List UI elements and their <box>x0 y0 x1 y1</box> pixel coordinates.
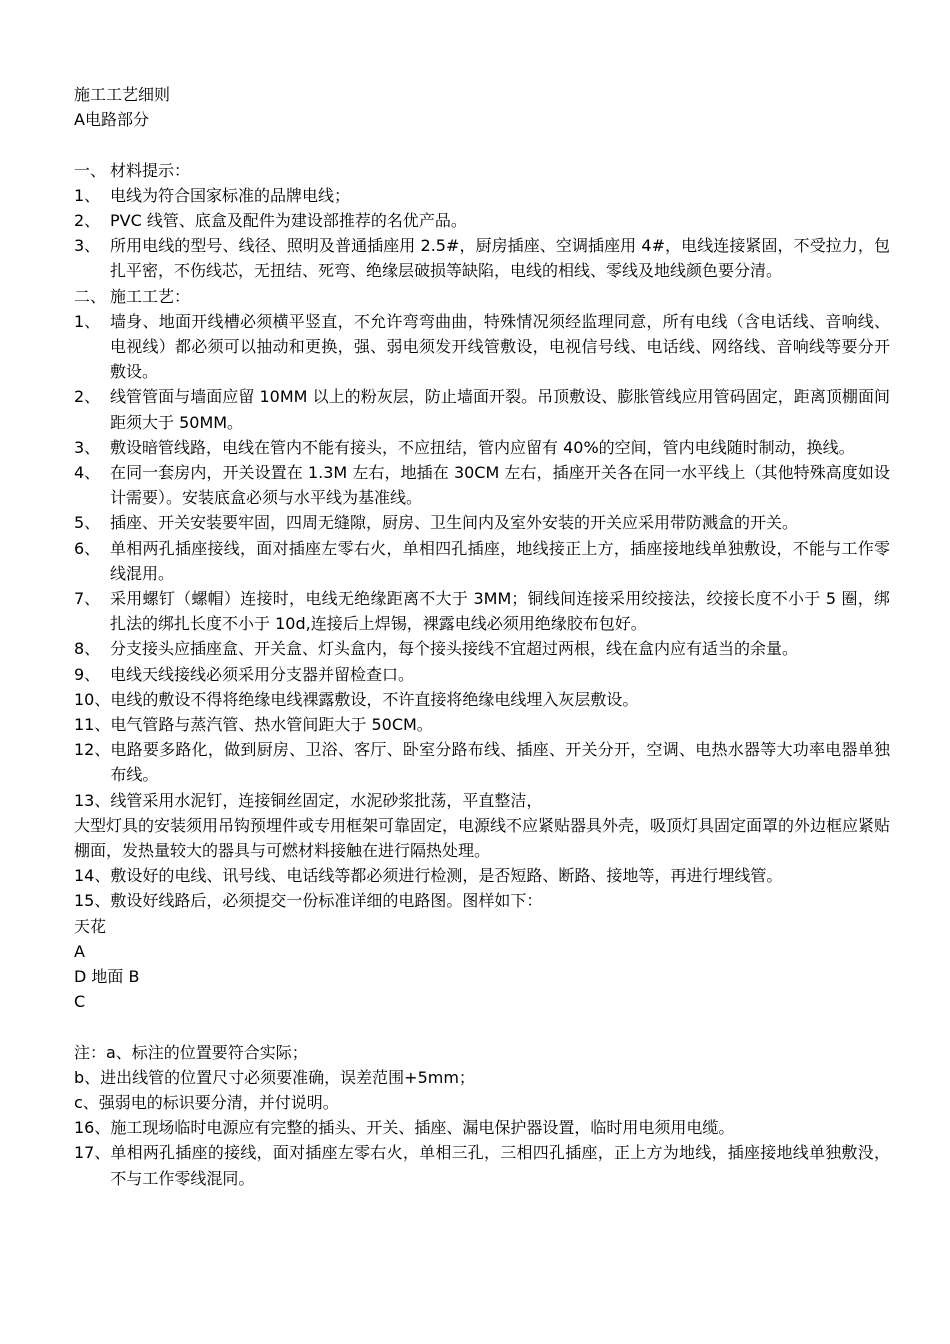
document-subtitle: A电路部分 <box>74 110 149 130</box>
item-text: 单相两孔插座接线，面对插座左零右火，单相四孔插座，地线接正上方，插座接地线单独敷设，不能与工作零线混用。 <box>110 538 890 583</box>
list-item <box>74 183 890 208</box>
section-heading-text: 材料提示： <box>110 160 191 180</box>
list-item <box>74 687 890 712</box>
item-text: 采用螺钉（螺帽）连接时，电线无绝缘距离不大于 3MM；铜线间连接采用绞接法，绞接长度不小于 5 圈，绑扎法的绑扎长度不小于 10d,连接后上焊锡，裸露电线必须用绝缘胶布包好。 <box>110 589 890 634</box>
list-item <box>74 888 890 913</box>
list-item <box>74 737 890 787</box>
section-number: 一、 <box>74 160 107 180</box>
item-number: 5、 <box>74 513 101 533</box>
item-text: 敷设好的电线、讯号线、电话线等都必须进行检测，是否短路、断路、接地等，再进行埋线管。 <box>110 866 783 886</box>
diagram-line-floor: D 地面 B <box>74 967 140 987</box>
section-heading-process <box>74 284 890 309</box>
document-page <box>74 82 890 1191</box>
item-text: 插座、开关安装要牢固，四周无缝隙，厨房、卫生间内及室外安装的开关应采用带防溅盒的开关。 <box>110 513 799 533</box>
list-item <box>74 1140 890 1190</box>
item-number: 14、 <box>74 866 111 886</box>
diagram-line-ceiling: 天花 <box>74 916 107 936</box>
item-text: 电线的敷设不得将绝缘电线裸露敷设，不许直接将绝缘电线埋入灰层敷设。 <box>110 689 639 709</box>
list-item <box>74 510 890 535</box>
item-number: 11、 <box>74 715 111 735</box>
item-text: 墙身、地面开线槽必须横平竖直，不允许弯弯曲曲，特殊情况须经监理同意，所有电线（含电话线、音响线、电视线）都必须可以抽动和更换，强、弱电须发开线管敷设，电视信号线、电话线、网络线、音响线等要分开敷设。 <box>110 311 890 382</box>
list-item <box>74 1115 890 1140</box>
document-title: 施工工艺细则 <box>74 85 171 104</box>
item-text: 线管采用水泥钉，连接铜丝固定，水泥砂浆批荡，平直整洁， <box>110 790 543 810</box>
item-number: 3、 <box>74 236 101 256</box>
list-item <box>74 233 890 283</box>
list-item <box>74 309 890 385</box>
list-item <box>74 788 890 813</box>
list-item <box>74 435 890 460</box>
note-c: c、强弱电的标识要分清，并付说明。 <box>74 1092 339 1112</box>
item-text: 分支接头应插座盒、开关盒、灯头盒内，每个接头接线不宜超过两根，线在盒内应有适当的余量。 <box>110 639 799 659</box>
list-item <box>74 208 890 233</box>
item-text: 电线天线接线必须采用分支器并留检查口。 <box>110 664 415 684</box>
note-b: b、进出线管的位置尺寸必须要准确，误差范围+5mm； <box>74 1067 475 1087</box>
item-number: 2、 <box>74 210 101 230</box>
item-number: 12、 <box>74 740 111 760</box>
item-number: 3、 <box>74 437 101 457</box>
item-text: 在同一套房内，开关设置在 1.3M 左右，地插在 30CM 左右，插座开关各在同一水平线上（其他特殊高度如设计需要）。安装底盒必须与水平线为基准线。 <box>110 463 890 508</box>
item-text: 施工现场临时电源应有完整的插头、开关、插座、漏电保护器设置，临时用电须用电缆。 <box>110 1118 735 1138</box>
paragraph-lamp-installation: 大型灯具的安装须用吊钩预埋件或专用框架可靠固定，电源线不应紧贴器具外壳，吸顶灯具固定面罩的外边框应紧贴棚面，发热量较大的器具与可燃材料接触在进行隔热处理。 <box>74 815 891 861</box>
section-heading-text: 施工工艺： <box>110 286 191 306</box>
item-number: 7、 <box>74 589 101 609</box>
section-number: 二、 <box>74 286 107 306</box>
item-text: 线管管面与墙面应留 10MM 以上的粉灰层，防止墙面开裂。吊顶敷设、膨胀管线应用管码固定，距离顶棚面间距须大于 50MM。 <box>110 387 890 432</box>
section-heading-materials <box>74 158 890 183</box>
item-number: 8、 <box>74 639 101 659</box>
list-item <box>74 636 890 661</box>
item-number: 1、 <box>74 311 101 331</box>
list-item <box>74 586 890 636</box>
item-text: 电气管路与蒸汽管、热水管间距大于 50CM。 <box>110 715 433 735</box>
item-text: PVC 线管、底盒及配件为建设部推荐的名优产品。 <box>110 210 467 230</box>
item-number: 4、 <box>74 463 101 482</box>
item-number: 9、 <box>74 664 101 684</box>
item-number: 13、 <box>74 790 111 810</box>
item-number: 17、 <box>74 1143 111 1163</box>
spacer <box>74 1014 890 1039</box>
item-number: 15、 <box>74 891 111 911</box>
list-item <box>74 863 890 888</box>
item-text: 所用电线的型号、线径、照明及普通插座用 2.5#，厨房插座、空调插座用 4#，电线连接紧固，不受拉力，包扎平密，不伤线芯，无扭结、死弯、绝缘层破损等缺陷，电线的相线、零线及地线颜色要分清。 <box>110 236 890 281</box>
list-item <box>74 384 890 434</box>
item-number: 2、 <box>74 387 101 407</box>
list-item <box>74 662 890 687</box>
list-item <box>74 712 890 737</box>
list-item <box>74 460 890 510</box>
note-a: 注：a、标注的位置要符合实际； <box>74 1042 308 1062</box>
item-number: 6、 <box>74 538 101 558</box>
spacer <box>74 132 890 157</box>
item-text: 电线为符合国家标准的品牌电线； <box>110 185 351 205</box>
item-number: 10、 <box>74 689 111 709</box>
item-text: 电路要多路化，做到厨房、卫浴、客厅、卧室分路布线、插座、开关分开，空调、电热水器等大功率电器单独布线。 <box>110 740 890 785</box>
item-number: 1、 <box>74 185 101 205</box>
diagram-line-a: A <box>74 941 85 961</box>
item-text: 敷设暗管线路，电线在管内不能有接头，不应扭结，管内应留有 40%的空间，管内电线随时制动，换线。 <box>110 437 855 457</box>
item-text: 敷设好线路后，必须提交一份标准详细的电路图。图样如下： <box>110 891 543 911</box>
item-text: 单相两孔插座的接线，面对插座左零右火，单相三孔，三相四孔插座，正上方为地线，插座接地线单独敷没，不与工作零线混同。 <box>110 1143 890 1188</box>
item-number: 16、 <box>74 1118 111 1138</box>
list-item <box>74 536 890 586</box>
diagram-line-c: C <box>74 992 86 1012</box>
